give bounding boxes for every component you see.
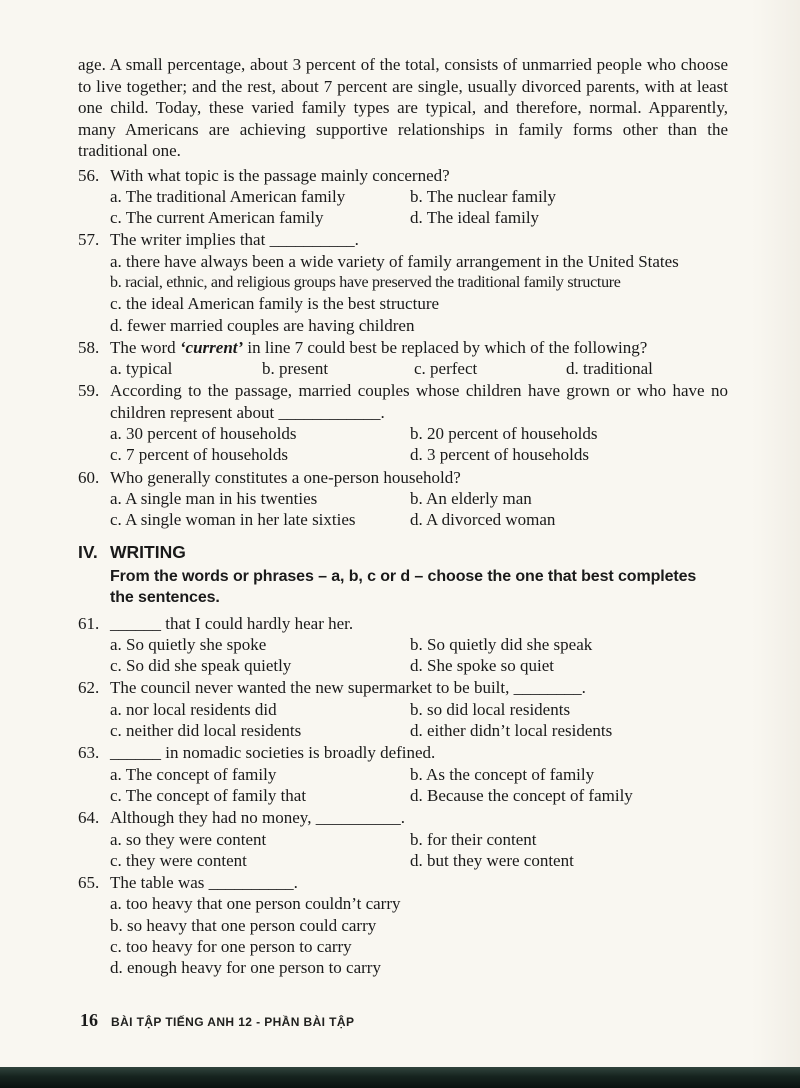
question-body <box>110 742 728 806</box>
option-row <box>110 915 728 936</box>
answer-option: c. they were content <box>110 850 247 870</box>
option-row <box>110 272 728 293</box>
question <box>78 872 728 978</box>
answer-option: b. so did local residents <box>410 699 571 719</box>
answer-option: b. As the concept of family <box>410 764 595 784</box>
answer-option: b. present <box>262 359 329 379</box>
answer-option: b. so heavy that one person could carry <box>110 915 377 935</box>
reading-questions-list <box>78 165 728 531</box>
question-number: 59. <box>78 381 100 401</box>
answer-option: c. 7 percent of households <box>110 445 288 465</box>
question-body <box>110 613 728 677</box>
option-row <box>110 207 728 228</box>
question-body <box>110 677 728 741</box>
answer-option: a. The concept of family <box>110 764 277 784</box>
question-text: ______ in nomadic societies is broadly defined. <box>110 743 436 763</box>
answer-option: c. The concept of family that <box>110 785 307 805</box>
writing-questions-list <box>78 613 728 979</box>
answer-option: b. An elderly man <box>410 488 532 508</box>
answer-option: d. either didn’t local residents <box>410 721 613 741</box>
option-row <box>110 785 728 806</box>
question-body <box>110 337 728 380</box>
answer-option: c. the ideal American family is the best structure <box>110 294 440 314</box>
booklet-title: BÀI TẬP TIẾNG ANH 12 - PHẦN BÀI TẬP <box>111 1015 355 1029</box>
question <box>78 807 728 871</box>
option-row <box>110 720 728 741</box>
answer-option: a. there have always been a wide variety of family arrangement in the United States <box>110 251 679 271</box>
answer-option: b. The nuclear family <box>410 186 557 206</box>
answer-option: d. 3 percent of households <box>410 445 589 465</box>
option-row <box>110 634 728 655</box>
option-row <box>110 893 728 914</box>
question-text <box>110 337 728 358</box>
question <box>78 467 728 531</box>
question-number: 61. <box>78 613 100 633</box>
question-number: 63. <box>78 743 100 763</box>
option-row <box>110 936 728 957</box>
answer-option: a. A single man in his twenties <box>110 488 318 508</box>
answer-option: d. A divorced woman <box>410 510 556 530</box>
option-row <box>110 423 728 444</box>
answer-option: a. The traditional American family <box>110 186 346 206</box>
answer-option: a. 30 percent of households <box>110 424 297 444</box>
answer-option: d. traditional <box>566 359 653 379</box>
answer-option: a. so they were content <box>110 829 267 849</box>
answer-option: b. racial, ethnic, and religious groups have preserved the traditional family structure <box>110 273 621 291</box>
section-title: WRITING <box>110 541 186 562</box>
answer-option: c. A single woman in her late sixties <box>110 510 356 530</box>
question <box>78 613 728 677</box>
answer-option: d. enough heavy for one person to carry <box>110 958 381 978</box>
answer-option: d. She spoke so quiet <box>410 656 555 676</box>
answer-option: a. too heavy that one person couldn’t carry <box>110 894 401 914</box>
question <box>78 742 728 806</box>
question-text: ______ that I could hardly hear her. <box>110 613 354 633</box>
answer-option: d. but they were content <box>410 850 574 870</box>
question-text-part: The word <box>110 337 180 357</box>
question-body <box>110 165 728 229</box>
answer-option: d. fewer married couples are having children <box>110 315 415 335</box>
question <box>78 337 728 380</box>
question-number: 65. <box>78 873 100 893</box>
question-text: Who generally constitutes a one-person household? <box>110 467 461 487</box>
question-text-part: in line 7 could best be replaced by which of the following? <box>243 337 648 357</box>
option-row <box>110 358 728 379</box>
question-number: 58. <box>78 337 100 357</box>
option-row <box>110 764 728 785</box>
question-body <box>110 467 728 531</box>
section-instruction: From the words or phrases – a, b, c or d – choose the one that best completes the sentences. <box>110 567 697 607</box>
answer-option: b. for their content <box>410 829 537 849</box>
option-row <box>110 315 728 336</box>
option-row <box>110 850 728 871</box>
question-body <box>110 872 728 978</box>
answer-option: c. neither did local residents <box>110 721 302 741</box>
question <box>78 380 728 465</box>
answer-option: c. too heavy for one person to carry <box>110 937 352 956</box>
answer-option: b. 20 percent of households <box>410 424 598 444</box>
question-number: 56. <box>78 165 100 185</box>
scan-bottom-band <box>0 1067 800 1088</box>
question-number: 60. <box>78 467 100 487</box>
question-number: 57. <box>78 230 100 250</box>
option-row <box>110 655 728 676</box>
option-row <box>110 293 728 314</box>
answer-option: b. So quietly did she speak <box>410 634 593 654</box>
page-number: 16 <box>80 1010 98 1030</box>
passage-paragraph: age. A small percentage, about 3 percent of the total, consists of unmarried people who choose to live together; and the rest, about 7 percent are single, usually divorced parents, with at least one child. Today, these varied family types are typical, and therefore, normal. Apparently, many Americans are achieving supportive relationships in family forms other than the traditional one. <box>78 55 728 160</box>
question-number: 64. <box>78 808 100 828</box>
option-row <box>110 699 728 720</box>
answer-option: a. typical <box>110 359 173 379</box>
question-body <box>110 807 728 871</box>
answer-option: d. The ideal family <box>410 208 540 228</box>
question-text: The table was __________. <box>110 873 298 893</box>
option-row <box>110 509 728 530</box>
question-body <box>110 229 728 335</box>
question-number: 62. <box>78 678 100 698</box>
option-row <box>110 186 728 207</box>
answer-option: c. So did she speak quietly <box>110 656 292 676</box>
question <box>78 229 728 335</box>
option-row <box>110 444 728 465</box>
answer-option: c. The current American family <box>110 208 324 228</box>
answer-option: c. perfect <box>414 359 478 379</box>
answer-option: a. nor local residents did <box>110 699 277 719</box>
page-content <box>78 54 728 979</box>
emphasized-word: ‘current’ <box>179 337 244 357</box>
option-row <box>110 957 728 978</box>
answer-option: a. So quietly she spoke <box>110 634 267 654</box>
question <box>78 165 728 229</box>
question-text: According to the passage, married couples whose children have grown or who have no children represent about ____________. <box>110 381 728 422</box>
section-number: IV. <box>78 541 98 562</box>
page-footer <box>80 1010 354 1031</box>
question <box>78 677 728 741</box>
option-row <box>110 251 728 272</box>
option-row <box>110 829 728 850</box>
question-text: Although they had no money, __________. <box>110 808 405 828</box>
question-text: With what topic is the passage mainly concerned? <box>110 165 450 185</box>
section-heading <box>78 541 728 563</box>
question-body <box>110 380 728 465</box>
option-row <box>110 488 728 509</box>
answer-option: d. Because the concept of family <box>410 785 633 805</box>
question-text: The writer implies that __________. <box>110 230 359 250</box>
question-text: The council never wanted the new supermarket to be built, ________. <box>110 678 586 698</box>
